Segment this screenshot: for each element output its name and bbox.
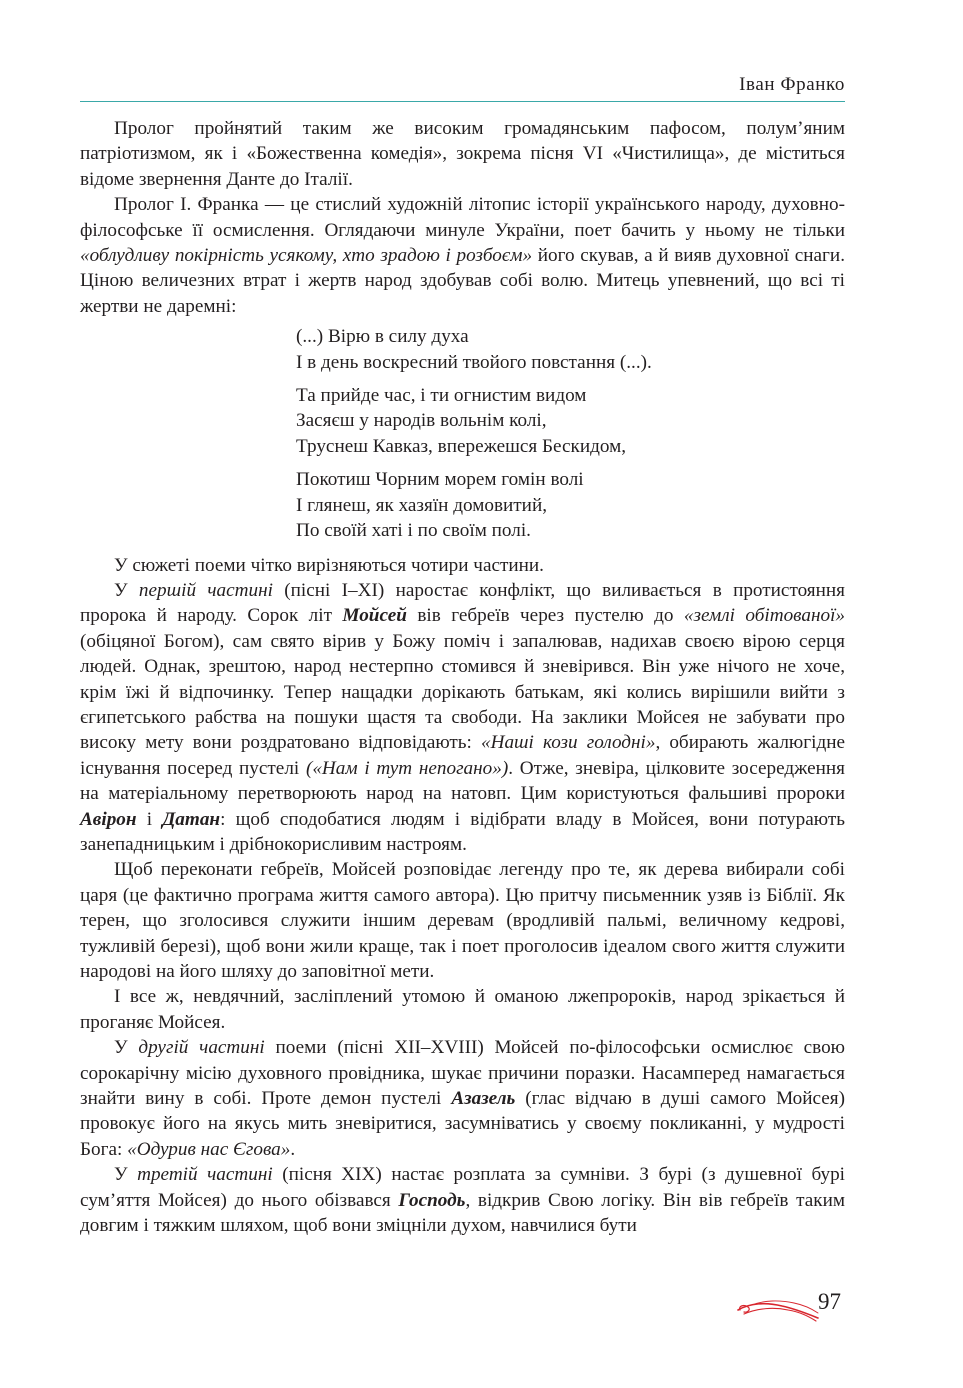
running-header-title: Іван Франко <box>739 74 845 95</box>
bold-italic-name: Азазель <box>451 1088 516 1110</box>
text-run: (глас відчаю в душі самого Мойсея) провокує його на якусь мить зневіритися, засумніватись у своєму покликанні, у мудрості Бога: <box>80 1088 845 1160</box>
poem-line: По своїй хаті і по своїм полі. <box>296 520 531 542</box>
italic-phrase: («Нам і тут непогано») <box>305 757 509 779</box>
text-run: Щоб переконати гебреїв, Мойсей розповідає легенду про те, як дерева вибирали собі царя (це фактично програма життя самого автора). Цю притчу письменник узяв із Біблії. Як терен, що зголосився служити іншим деревам (вродливій пальмі, величному кедрові, тужливій березі), щоб вони жили краще, так і поет проголосив ідеалом свого життя служити народові на його шляху до заповітної мети. <box>80 859 845 982</box>
poem-line: Труснеш Кавказ, впережешся Бескидом, <box>296 435 627 457</box>
text-run: У <box>114 579 139 601</box>
body-paragraph <box>80 578 845 857</box>
intro-paragraph <box>80 116 845 192</box>
italic-phrase: другій частині <box>138 1037 265 1059</box>
text-run: І все ж, невдячний, засліплений утомою й оманою лжепророків, народ зрікається й проганяє Мойсея. <box>80 986 845 1033</box>
page-number: 97 <box>818 1289 841 1314</box>
text-run: У <box>114 1037 139 1059</box>
text-run: . <box>290 1138 296 1160</box>
body-paragraph <box>80 1035 845 1162</box>
bold-italic-name: Господь <box>398 1189 466 1211</box>
poem-line: Засяєш у народів вольнім колі, <box>296 410 547 432</box>
text-run: . Отже, зневіра, цілковите зосередження на матеріальному перетворюють народ на натовп. Цим користуються фальшиві пророки <box>80 757 845 805</box>
bold-italic-name: Датан <box>162 808 221 830</box>
bold-italic-name: Мойсей <box>342 605 407 627</box>
text-run: вів гебреїв через пустелю до <box>406 605 684 627</box>
text-run: Пролог І. Франка — це стислий художній літопис історії українського народу, духовно-філософське її осмислення. Оглядаючи минуле України, поет бачить у ньому не тільки <box>80 194 845 241</box>
intro-paragraphs <box>80 116 845 319</box>
page-body <box>80 116 845 1238</box>
bold-italic-name: Авірон <box>80 808 137 830</box>
poem-line: І глянеш, як хазяїн домовитий, <box>296 494 548 516</box>
poem-stanza <box>296 467 845 543</box>
text-run: (пісня ХІХ) настає розплата за сумніви. З бурі (з душевної бурі сум’яття Мойсея) до нього обізвався <box>80 1164 845 1211</box>
body-paragraph <box>80 857 845 984</box>
header-rule <box>80 101 845 102</box>
poem-stanza <box>296 383 845 459</box>
text-run: : щоб сподобатися людям і відібрати владу в Мойсея, вони потурають занепадницьким і дрібнокорисливим настроям. <box>80 808 845 855</box>
poem-line: Покотиш Чорним морем гомін волі <box>296 469 584 491</box>
text-run: (пісні І–ХІ) наростає конфлікт, що виливається в протистояння пророка й народу. Сорок літ <box>80 579 845 627</box>
swash-ornament-icon <box>736 1294 820 1324</box>
text-run: поеми (пісні ХІІ–ХVІІІ) Мойсей по-філософськи осмислює свою сорокарічну місію духовного провідника, шукає причини поразки. Насамперед намагається знайти вину в собі. Проте демон пустелі <box>80 1037 846 1110</box>
body-paragraph <box>80 984 845 1035</box>
body-paragraph <box>80 1162 845 1238</box>
poem-line: (...) Вірю в силу духа <box>296 326 469 348</box>
text-run: У <box>114 1164 138 1186</box>
poem-line: І в день воскресний твойого повстання (...). <box>296 351 652 373</box>
poem-stanza <box>296 324 845 375</box>
italic-phrase: «облудливу покірність усякому, хто зрадою і розбоєм» <box>80 245 533 267</box>
text-run: У сюжеті поеми чітко вирізняються чотири частини. <box>114 554 544 576</box>
italic-phrase: «землі обітованої» <box>683 605 846 627</box>
body-paragraph <box>80 553 845 578</box>
text-run: Пролог пройнятий таким же високим громадянським пафосом, полум’яним патріотизмом, як і «Божественна комедія», зокрема пісня VI «Чистилища», де міститься відоме звернення Данте до Італії. <box>80 118 845 190</box>
italic-phrase: «Одурив нас Єгова» <box>127 1138 291 1160</box>
text-run: його скував, а й вияв духовної снаги. Ціною величезних втрат і жертв народ здобував собі волю. Митець упевнений, що всі ті жертви не даремні: <box>80 245 845 317</box>
text-run: (обіцяної Богом), сам свято вірив у Божу поміч і запалював, надихав своєю вірою серця людей. Однак, зрештою, народ нестерпно стомився й зневірився. Він уже нічого не хоче, крім їжі й відпочинку. Тепер нащадки дорікають батькам, які колись вирішили вийти з єгипетського рабства на пошуки щастя та свободи. На заклики Мойсея не забувати про високу мету вони роздратовано відповідають: <box>80 630 845 754</box>
text-run: , відкрив Свою логіку. Він вів гебреїв таким довгим і тяжким шляхом, щоб вони зміцніли духом, навчилися бути <box>80 1189 845 1237</box>
italic-phrase: першій частині <box>138 579 273 601</box>
poem-quote <box>296 324 845 543</box>
intro-paragraph <box>80 192 845 319</box>
italic-phrase: третій частині <box>137 1164 273 1186</box>
text-run: , обирають жалюгідне існування посеред пустелі <box>80 732 845 779</box>
italic-phrase: «Наші кози голодні» <box>481 732 656 754</box>
analysis-paragraphs <box>80 553 845 1239</box>
poem-line: Та прийде час, і ти огнистим видом <box>296 385 587 407</box>
text-run: і <box>136 808 163 830</box>
